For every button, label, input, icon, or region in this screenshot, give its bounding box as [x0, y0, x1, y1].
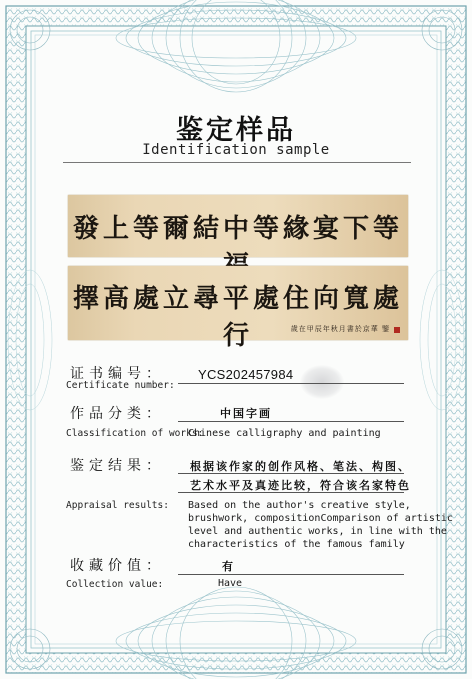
certificate-number-value: YCS202457984 [198, 367, 294, 382]
appraisal-value-en-3: level and authentic works, in line with the [188, 526, 447, 537]
classification-label-en: Classification of works: [66, 428, 204, 439]
calligraphy-line-2: 擇高處立尋平處住向寬處行 [72, 284, 403, 351]
embossed-stamp [300, 365, 344, 399]
collection-value-label-en: Collection value: [66, 579, 164, 590]
appraisal-underline-1 [178, 473, 404, 474]
appraisal-label-en: Appraisal results: [66, 500, 169, 511]
appraisal-value-zh-2: 艺术水平及真迹比较，符合该名家特色 [190, 479, 411, 492]
classification-label-zh: 作品分类： [70, 406, 165, 422]
certificate-number-label-en: Certificate number: [66, 380, 175, 391]
title-english: Identification sample [142, 142, 330, 158]
appraisal-value-en-1: Based on the author's creative style, [188, 500, 411, 511]
artist-seal [394, 327, 400, 333]
artwork-scroll-top [68, 195, 408, 257]
appraisal-value-zh-1: 根据该作家的创作风格、笔法、构图、 [190, 460, 411, 473]
classification-value-en: Chinese calligraphy and painting [188, 428, 381, 439]
certificate-number-label-zh: 证书编号： [70, 366, 165, 382]
title-chinese: 鉴定样品 [176, 115, 296, 146]
title-divider [63, 162, 411, 163]
certificate-number-underline [178, 383, 404, 384]
calligraphy-line-1: 發上等爾結中等緣宴下等 [72, 214, 403, 244]
artist-signature: 歲在甲辰年秋月書於京華 鑒 [290, 325, 390, 333]
classification-underline [178, 421, 404, 422]
appraisal-label-zh: 鉴定结果： [70, 458, 165, 474]
appraisal-value-en-2: brushwork, compositionComparison of artistic [188, 513, 453, 524]
collection-value-zh: 有 [222, 560, 235, 573]
appraisal-underline-2 [178, 492, 404, 493]
collection-value-label-zh: 收藏价值： [70, 558, 165, 574]
classification-value-zh: 中国字画 [220, 407, 272, 420]
collection-value-underline [178, 574, 404, 575]
appraisal-value-en-4: characteristics of the famous family [188, 539, 405, 550]
collection-value-en: Have [218, 578, 243, 589]
artwork-scroll-bottom [68, 266, 408, 351]
